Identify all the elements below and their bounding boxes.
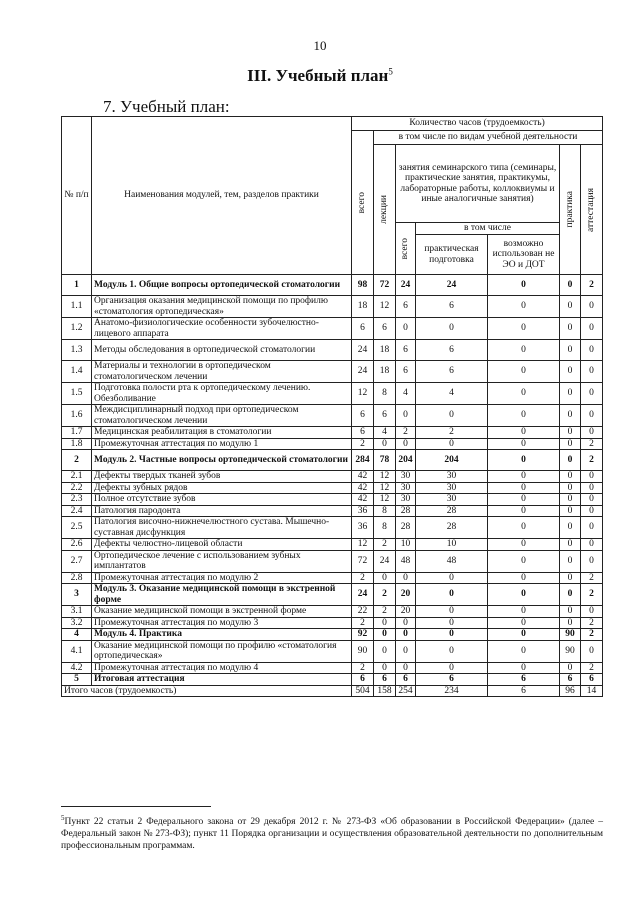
row-number: 1.2 — [62, 318, 92, 340]
row-value: 0 — [416, 584, 488, 606]
row-value: 12 — [374, 494, 396, 506]
row-value: 6 — [352, 674, 374, 686]
row-number: 5 — [62, 674, 92, 686]
row-value: 2 — [416, 427, 488, 439]
row-name: Итоговая аттестация — [92, 674, 352, 686]
table-row — [62, 662, 603, 674]
row-value: 0 — [581, 517, 603, 539]
row-value: 0 — [581, 505, 603, 517]
table-row — [62, 427, 603, 439]
row-value: 0 — [488, 438, 560, 450]
row-number: 2.3 — [62, 494, 92, 506]
row-value: 0 — [581, 494, 603, 506]
header-num: № п/п — [62, 117, 92, 275]
header-prac-prep: практическая подготовка — [416, 235, 488, 275]
table-row — [62, 539, 603, 551]
row-value: 2 — [581, 617, 603, 629]
header-lectures-text: лекции — [379, 195, 390, 224]
table-row — [62, 296, 603, 318]
header-incl: в том числе — [416, 223, 560, 235]
row-value: 0 — [416, 405, 488, 427]
row-value: 0 — [416, 617, 488, 629]
row-value: 204 — [416, 450, 488, 471]
row-name: Ортопедическое лечение с использованием зубных имплантатов — [92, 550, 352, 572]
row-value: 6 — [396, 340, 416, 361]
row-value: 20 — [396, 606, 416, 618]
row-name: Патология височно-нижнечелюстного сустава. Мышечно-суставная дисфункция — [92, 517, 352, 539]
row-value: 6 — [374, 405, 396, 427]
row-value: 0 — [581, 606, 603, 618]
row-number: 2.6 — [62, 539, 92, 551]
row-value: 0 — [416, 318, 488, 340]
row-value: 0 — [488, 572, 560, 584]
table-row — [62, 340, 603, 361]
row-value: 0 — [560, 572, 581, 584]
footnote — [61, 812, 603, 852]
row-value: 42 — [352, 494, 374, 506]
row-value: 0 — [396, 318, 416, 340]
row-value: 0 — [396, 640, 416, 662]
row-value: 0 — [560, 482, 581, 494]
row-value: 0 — [488, 318, 560, 340]
row-value: 48 — [396, 550, 416, 572]
row-value: 24 — [416, 275, 488, 296]
row-value: 2 — [581, 629, 603, 641]
row-value: 6 — [416, 674, 488, 686]
row-value: 0 — [560, 438, 581, 450]
row-name: Промежуточная аттестация по модулю 2 — [92, 572, 352, 584]
row-value: 0 — [374, 438, 396, 450]
row-value: 2 — [581, 275, 603, 296]
row-value: 48 — [416, 550, 488, 572]
row-name: Материалы и технологии в ортопедическом стоматологическом лечении — [92, 361, 352, 383]
row-value: 6 — [352, 318, 374, 340]
row-value: 0 — [488, 617, 560, 629]
row-value: 2 — [352, 617, 374, 629]
header-sem-total-text: всего — [400, 237, 411, 260]
row-value: 0 — [416, 662, 488, 674]
row-value: 0 — [396, 405, 416, 427]
row-value: 0 — [396, 617, 416, 629]
row-value: 0 — [560, 617, 581, 629]
row-value: 28 — [396, 505, 416, 517]
total-value: 234 — [416, 685, 488, 697]
header-attestation-text: аттестация — [586, 187, 597, 232]
row-value: 204 — [396, 450, 416, 471]
row-value: 2 — [374, 606, 396, 618]
row-value: 30 — [396, 471, 416, 483]
row-name: Промежуточная аттестация по модулю 1 — [92, 438, 352, 450]
header-by-type: в том числе по видам учебной деятельности — [374, 131, 603, 145]
total-row — [62, 685, 603, 697]
row-name: Анатомо-физиологические особенности зубочелюстно-лицевого аппарата — [92, 318, 352, 340]
row-value: 12 — [374, 471, 396, 483]
row-value: 0 — [416, 606, 488, 618]
footnote-number: 5 — [61, 814, 65, 822]
row-value: 284 — [352, 450, 374, 471]
row-value: 2 — [374, 584, 396, 606]
row-number: 2.4 — [62, 505, 92, 517]
row-value: 24 — [396, 275, 416, 296]
row-value: 90 — [352, 640, 374, 662]
footnote-ref: 5 — [388, 66, 393, 77]
row-value: 18 — [374, 340, 396, 361]
row-value: 0 — [488, 405, 560, 427]
row-value: 0 — [488, 427, 560, 439]
row-value: 0 — [581, 296, 603, 318]
row-name: Организация оказания медицинской помощи по профилю «стоматология ортопедическая» — [92, 296, 352, 318]
row-value: 8 — [374, 517, 396, 539]
row-value: 12 — [374, 296, 396, 318]
header-hours: Количество часов (трудоемкость) — [352, 117, 603, 131]
row-name: Промежуточная аттестация по модулю 3 — [92, 617, 352, 629]
row-number: 1.8 — [62, 438, 92, 450]
row-value: 0 — [560, 318, 581, 340]
row-value: 2 — [581, 450, 603, 471]
row-value: 0 — [581, 550, 603, 572]
row-value: 6 — [416, 340, 488, 361]
row-name: Междисциплинарный подход при ортопедическом стоматологическом лечении — [92, 405, 352, 427]
row-value: 12 — [352, 539, 374, 551]
row-value: 4 — [374, 427, 396, 439]
row-value: 90 — [560, 629, 581, 641]
row-value: 36 — [352, 517, 374, 539]
table-row — [62, 550, 603, 572]
table-row — [62, 617, 603, 629]
table-row — [62, 494, 603, 506]
row-value: 0 — [416, 640, 488, 662]
table-row — [62, 438, 603, 450]
row-value: 6 — [374, 318, 396, 340]
row-name: Модуль 3. Оказание медицинской помощи в экстренной форме — [92, 584, 352, 606]
row-number: 3 — [62, 584, 92, 606]
row-value: 0 — [560, 275, 581, 296]
row-value: 6 — [488, 674, 560, 686]
row-value: 22 — [352, 606, 374, 618]
row-number: 2.7 — [62, 550, 92, 572]
row-value: 2 — [581, 572, 603, 584]
header-practice — [560, 145, 581, 275]
row-value: 36 — [352, 505, 374, 517]
row-value: 0 — [560, 361, 581, 383]
row-value: 0 — [488, 482, 560, 494]
row-value: 0 — [560, 340, 581, 361]
row-value: 0 — [560, 296, 581, 318]
row-number: 2 — [62, 450, 92, 471]
table-row — [62, 318, 603, 340]
row-value: 2 — [374, 539, 396, 551]
row-number: 2.2 — [62, 482, 92, 494]
table-row — [62, 640, 603, 662]
row-value: 0 — [416, 629, 488, 641]
row-value: 4 — [396, 383, 416, 405]
header-sem-total — [396, 223, 416, 275]
table-row — [62, 450, 603, 471]
row-value: 2 — [352, 662, 374, 674]
row-value: 0 — [560, 539, 581, 551]
row-value: 18 — [352, 296, 374, 318]
row-value: 30 — [416, 471, 488, 483]
row-value: 0 — [560, 427, 581, 439]
row-number: 3.1 — [62, 606, 92, 618]
row-value: 0 — [416, 438, 488, 450]
header-seminar: занятия семинарского типа (семинары, практические занятия, практикумы, лабораторные работы, коллоквиумы и иные аналогичные занятия) — [396, 145, 560, 223]
row-value: 0 — [581, 539, 603, 551]
row-value: 6 — [396, 361, 416, 383]
row-value: 4 — [416, 383, 488, 405]
row-value: 6 — [560, 674, 581, 686]
table-row — [62, 361, 603, 383]
row-value: 0 — [488, 640, 560, 662]
row-value: 0 — [560, 662, 581, 674]
row-value: 6 — [396, 674, 416, 686]
row-value: 0 — [396, 572, 416, 584]
row-value: 6 — [416, 296, 488, 318]
total-value: 14 — [581, 685, 603, 697]
row-value: 0 — [560, 471, 581, 483]
row-value: 0 — [488, 606, 560, 618]
row-value: 2 — [581, 438, 603, 450]
row-value: 0 — [560, 450, 581, 471]
table-row — [62, 482, 603, 494]
table-row — [62, 383, 603, 405]
table-row — [62, 572, 603, 584]
row-value: 0 — [560, 584, 581, 606]
row-value: 6 — [374, 674, 396, 686]
row-value: 6 — [581, 674, 603, 686]
row-number: 1.3 — [62, 340, 92, 361]
row-value: 0 — [581, 482, 603, 494]
row-name: Патология пародонта — [92, 505, 352, 517]
row-value: 24 — [352, 340, 374, 361]
row-value: 24 — [352, 584, 374, 606]
total-value: 504 — [352, 685, 374, 697]
row-value: 30 — [396, 482, 416, 494]
row-number: 1.4 — [62, 361, 92, 383]
row-value: 78 — [374, 450, 396, 471]
row-value: 10 — [396, 539, 416, 551]
row-value: 0 — [396, 629, 416, 641]
header-attestation — [581, 145, 603, 275]
row-name: Медицинская реабилитация в стоматологии — [92, 427, 352, 439]
row-value: 8 — [374, 505, 396, 517]
row-number: 1.1 — [62, 296, 92, 318]
row-value: 6 — [352, 427, 374, 439]
total-value: 254 — [396, 685, 416, 697]
row-value: 30 — [416, 482, 488, 494]
row-value: 0 — [581, 427, 603, 439]
row-value: 8 — [374, 383, 396, 405]
row-value: 0 — [374, 617, 396, 629]
row-value: 0 — [374, 662, 396, 674]
row-number: 4.1 — [62, 640, 92, 662]
row-value: 0 — [560, 383, 581, 405]
row-value: 2 — [352, 572, 374, 584]
subtitle: 7. Учебный план: — [103, 97, 230, 116]
row-value: 0 — [488, 584, 560, 606]
curriculum-table — [61, 116, 603, 697]
total-value: 6 — [488, 685, 560, 697]
row-number: 1.5 — [62, 383, 92, 405]
row-value: 10 — [416, 539, 488, 551]
table-row — [62, 517, 603, 539]
row-number: 2.8 — [62, 572, 92, 584]
row-name: Промежуточная аттестация по модулю 4 — [92, 662, 352, 674]
page-number: 10 — [313, 38, 327, 53]
row-value: 0 — [488, 275, 560, 296]
row-number: 4.2 — [62, 662, 92, 674]
row-value: 0 — [488, 296, 560, 318]
row-value: 0 — [488, 494, 560, 506]
row-value: 0 — [560, 606, 581, 618]
row-value: 0 — [488, 505, 560, 517]
row-value: 42 — [352, 471, 374, 483]
row-number: 2.1 — [62, 471, 92, 483]
row-value: 0 — [396, 662, 416, 674]
table-row — [62, 606, 603, 618]
row-value: 92 — [352, 629, 374, 641]
row-value: 0 — [488, 629, 560, 641]
row-value: 0 — [396, 438, 416, 450]
row-number: 1.7 — [62, 427, 92, 439]
row-value: 6 — [352, 405, 374, 427]
row-value: 0 — [488, 539, 560, 551]
row-value: 2 — [581, 584, 603, 606]
row-value: 6 — [416, 361, 488, 383]
row-value: 0 — [488, 361, 560, 383]
header-practice-text: практика — [564, 191, 575, 228]
row-value: 28 — [416, 505, 488, 517]
row-value: 42 — [352, 482, 374, 494]
row-number: 3.2 — [62, 617, 92, 629]
row-value: 0 — [374, 640, 396, 662]
row-number: 2.5 — [62, 517, 92, 539]
header-total-text: всего — [357, 191, 368, 214]
header-name: Наименования модулей, тем, разделов практики — [92, 117, 352, 275]
row-name: Подготовка полости рта к ортопедическому лечению. Обезболивание — [92, 383, 352, 405]
row-value: 0 — [581, 471, 603, 483]
table-row — [62, 405, 603, 427]
row-value: 0 — [560, 517, 581, 539]
row-value: 18 — [374, 361, 396, 383]
table-body — [62, 275, 603, 697]
row-name: Оказание медицинской помощи по профилю «стоматология ортопедическая» — [92, 640, 352, 662]
table-row — [62, 674, 603, 686]
row-value: 0 — [488, 340, 560, 361]
row-value: 0 — [581, 640, 603, 662]
row-value: 2 — [581, 662, 603, 674]
row-value: 2 — [396, 427, 416, 439]
row-name: Модуль 2. Частные вопросы ортопедической стоматологии — [92, 450, 352, 471]
row-value: 90 — [560, 640, 581, 662]
row-value: 12 — [352, 383, 374, 405]
row-number: 4 — [62, 629, 92, 641]
row-value: 0 — [374, 572, 396, 584]
header-lectures — [374, 145, 396, 275]
row-name: Дефекты твердых тканей зубов — [92, 471, 352, 483]
table-row — [62, 275, 603, 296]
row-value: 0 — [374, 629, 396, 641]
row-value: 30 — [416, 494, 488, 506]
row-name: Оказание медицинской помощи в экстренной форме — [92, 606, 352, 618]
row-name: Дефекты зубных рядов — [92, 482, 352, 494]
row-value: 6 — [396, 296, 416, 318]
row-value: 0 — [488, 662, 560, 674]
header-total — [352, 131, 374, 275]
table-row — [62, 584, 603, 606]
row-value: 20 — [396, 584, 416, 606]
row-number: 1 — [62, 275, 92, 296]
total-value: 96 — [560, 685, 581, 697]
row-value: 0 — [488, 471, 560, 483]
row-value: 2 — [352, 438, 374, 450]
row-value: 0 — [560, 405, 581, 427]
row-value: 72 — [352, 550, 374, 572]
row-value: 0 — [560, 494, 581, 506]
row-value: 0 — [581, 361, 603, 383]
row-value: 0 — [581, 318, 603, 340]
row-value: 0 — [488, 450, 560, 471]
row-value: 0 — [560, 550, 581, 572]
row-name: Полное отсутствие зубов — [92, 494, 352, 506]
row-value: 0 — [488, 383, 560, 405]
section-title-text: III. Учебный план — [247, 66, 389, 85]
row-value: 0 — [581, 340, 603, 361]
row-value: 0 — [488, 517, 560, 539]
row-value: 0 — [416, 572, 488, 584]
row-value: 24 — [352, 361, 374, 383]
row-value: 0 — [581, 383, 603, 405]
total-label: Итого часов (трудоемкость) — [62, 685, 352, 697]
table-row — [62, 471, 603, 483]
row-value: 72 — [374, 275, 396, 296]
row-value: 24 — [374, 550, 396, 572]
row-name: Модуль 1. Общие вопросы ортопедической стоматологии — [92, 275, 352, 296]
row-value: 30 — [396, 494, 416, 506]
row-value: 0 — [581, 405, 603, 427]
row-value: 12 — [374, 482, 396, 494]
total-value: 158 — [374, 685, 396, 697]
row-value: 28 — [396, 517, 416, 539]
row-value: 28 — [416, 517, 488, 539]
row-value: 98 — [352, 275, 374, 296]
footnote-divider — [61, 806, 211, 807]
footnote-text: Пункт 22 статьи 2 Федерального закона от 29 декабря 2012 г. № 273-ФЗ «Об образовании в Российской Федерации» (далее – Федеральный закон № 273-ФЗ); пункт 11 Порядка организации и осуществления образовательной деятельности по дополнительным профессиональным программам. — [61, 817, 603, 852]
row-name: Методы обследования в ортопедической стоматологии — [92, 340, 352, 361]
row-value: 0 — [560, 505, 581, 517]
section-title — [0, 66, 640, 86]
table-row — [62, 505, 603, 517]
row-name: Дефекты челюстно-лицевой области — [92, 539, 352, 551]
row-number: 1.6 — [62, 405, 92, 427]
row-name: Модуль 4. Практика — [92, 629, 352, 641]
row-value: 0 — [488, 550, 560, 572]
header-remote: возможно использован не ЭО и ДОТ — [488, 235, 560, 275]
table-row — [62, 629, 603, 641]
